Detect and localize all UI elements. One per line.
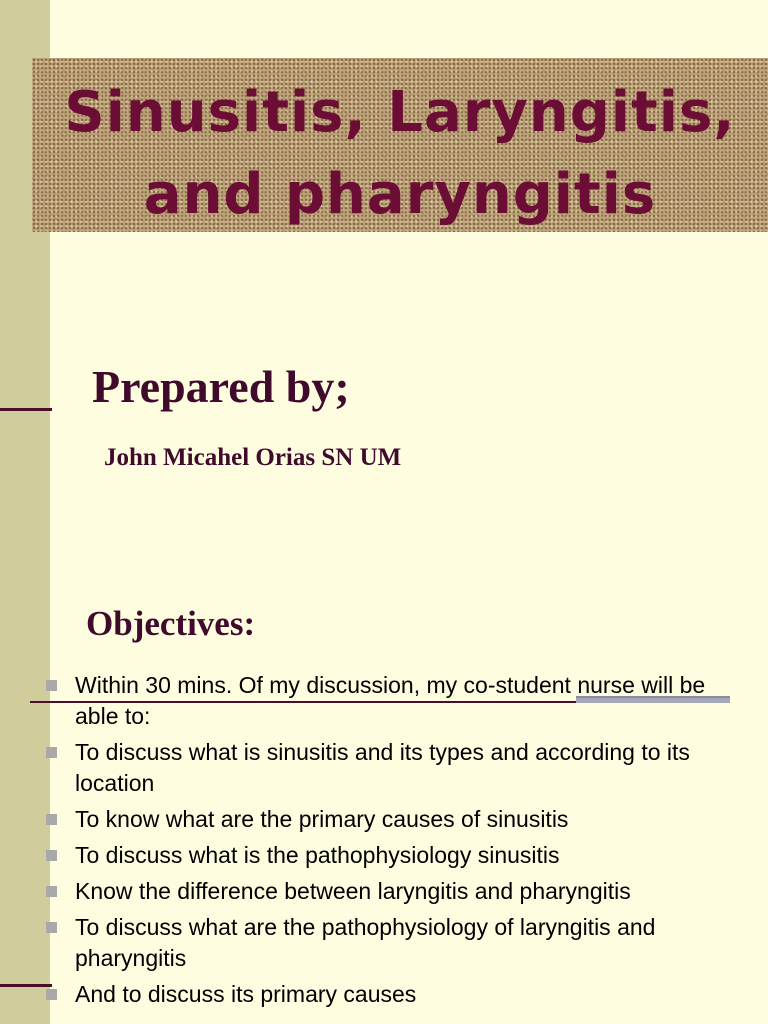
square-bullet-icon bbox=[46, 814, 57, 825]
list-item bbox=[44, 840, 744, 871]
list-item bbox=[44, 804, 744, 835]
list-item bbox=[44, 670, 744, 732]
square-bullet-icon bbox=[46, 989, 57, 1000]
square-bullet-icon bbox=[46, 747, 57, 758]
square-bullet-icon bbox=[46, 850, 57, 861]
objectives-heading: Objectives: bbox=[86, 604, 256, 643]
list-item-text: Within 30 mins. Of my discussion, my co-student nurse will be able to: bbox=[75, 672, 706, 729]
title-line-1: Sinusitis, Laryngitis, bbox=[64, 80, 736, 145]
author-name: John Micahel Orias SN UM bbox=[104, 444, 402, 471]
objectives-list bbox=[44, 670, 744, 1015]
list-item bbox=[44, 912, 744, 974]
list-item bbox=[44, 737, 744, 799]
list-item bbox=[44, 979, 744, 1010]
prepared-by-heading: Prepared by; bbox=[92, 361, 350, 412]
list-item-text: To discuss what are the pathophysiology of laryngitis and pharyngitis bbox=[75, 914, 656, 971]
list-item-text: Know the difference between laryngitis and pharyngitis bbox=[75, 878, 631, 904]
square-bullet-icon bbox=[46, 922, 57, 933]
objectives-slide bbox=[0, 576, 768, 1024]
square-bullet-icon bbox=[46, 680, 57, 691]
slide-title bbox=[32, 72, 768, 236]
list-item-text: To discuss what is the pathophysiology sinusitis bbox=[75, 842, 560, 868]
list-item-text: And to discuss its primary causes bbox=[75, 981, 417, 1007]
slide-side-bar bbox=[0, 576, 50, 1024]
square-bullet-icon bbox=[46, 886, 57, 897]
side-divider-line bbox=[0, 408, 52, 411]
list-item bbox=[44, 876, 744, 907]
title-line-2: and pharyngitis bbox=[143, 162, 657, 227]
list-item-text: To know what are the primary causes of sinusitis bbox=[75, 806, 569, 832]
list-item-text: To discuss what is sinusitis and its types and according to its location bbox=[75, 739, 690, 796]
